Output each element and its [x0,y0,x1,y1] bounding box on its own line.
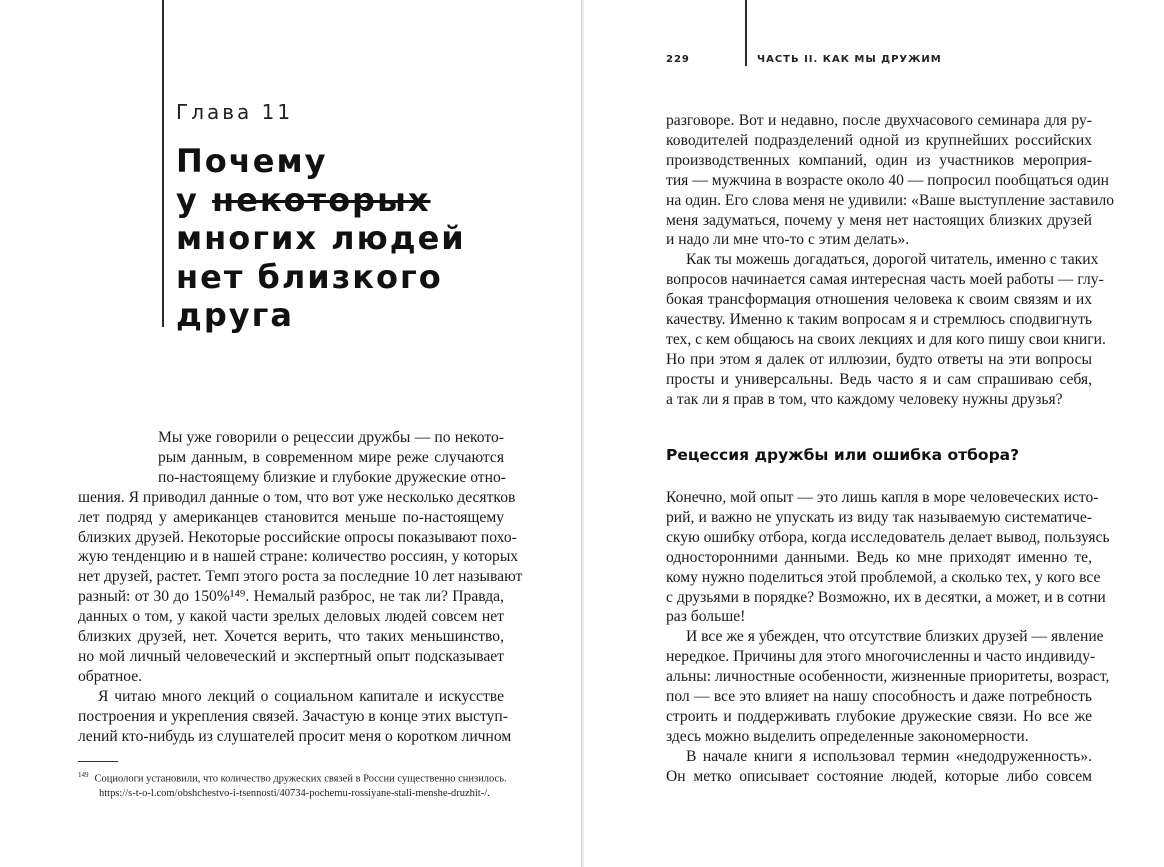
text-line: разговоре. Вот и недавно, после двухчасового семинара для ру- [666,112,1092,129]
text-line: И все же я убежден, что отсутствие близких друзей — явление [686,628,1104,646]
right-body-bottom [666,488,1110,787]
text-line: В начале книги я использовал термин «недодруженность». [686,747,1092,765]
text-line: здесь можно выделить определенные закономерности. [666,727,1029,745]
text-line: близких друзей. Некоторые российские опросы показывают похо- [78,528,517,546]
text-line: тия — мужчина в возрасте около 40 — попросил пообщаться один [666,171,1110,189]
text-line: жую тенденцию и в нашей стране: количество россиян, у которых [78,548,519,566]
text-line: по-настоящему близкие и глубокие дружеские отно- [158,468,506,486]
text-line: Но при этом я далек от иллюзии, будто ответы на эти вопросы [666,350,1092,368]
page-number: 229 [666,54,690,65]
text-line: раз больше! [666,608,746,626]
text-line: Конечно, мой опыт — это лишь капля в море человеческих исто- [666,489,1099,506]
text-line: шения. Я приводил данные о том, что вот уже несколько десятков [78,488,516,506]
footnote-url: https://s-t-o-l.com/obshchestvo-i-tsennosti/40734-pochemu-rossiyane-stali-menshe-druzhit-/. [99,787,490,799]
text-line: близких друзей, нет. Хочется верить, что таких меньшинство, [78,628,504,646]
text-line: Как ты можешь догадаться, дорогой читатель, именно с таких [686,251,1099,269]
text-line: с друзьями в порядке? Возможно, их в десятки, а может, и в сотни [666,588,1106,606]
title-struck-word: некоторых [212,180,431,219]
footnote [78,768,518,801]
text-line: Я читаю много лекций о социальном капитале и искусстве [98,687,504,705]
text-line: строить и поддерживать глубокие дружеские связи. Но все же [666,707,1092,725]
title-line: многих людей [176,219,466,257]
footnote-text: Социологи установили, что количество дружеских связей в России существенно снизилось. [94,773,507,785]
text-line: построения и укрепления связей. Зачастую в конце этих выступ- [78,707,508,725]
text-line: нет друзей, растет. Темп этого роста за последние 10 лет называют [78,568,523,586]
text-line: рым данным, в современном мире реже случаются [158,448,504,466]
text-line: ководителей подразделений одной из крупнейших российских [666,131,1092,149]
title-line [176,181,556,220]
text-line: разный: от 30 до 150%¹⁴⁹. Немалый разброс, не так ли? Правда, [78,588,504,606]
text-line: меня задуматься, почему у меня нет настоящих близких друзей [666,211,1092,229]
text-line: рий, и важно не упускать из виду так называемую систематиче- [666,508,1092,526]
title-prefix: у [176,180,212,219]
text-line: вопросов начинается самая интересная часть моей работы — глу- [666,271,1104,289]
header-vertical-rule [745,0,747,66]
text-line: альны: личностные особенности, жизненные приоритеты, возраст, [666,668,1110,686]
title-line: нет близкого [176,257,443,296]
text-line: скую ошибку отбора, когда исследователь делает вывод, пользуясь [666,528,1110,546]
footnote-rule [78,761,118,762]
text-line: производственных компаний, один из участников мероприя- [666,151,1092,169]
title-line: друга [176,296,294,334]
footnote-number: 149 [78,771,89,779]
chapter-label: Глава 11 [176,100,294,124]
text-line: данных о том, у какой части зрелых деловых людей совсем нет [78,608,504,626]
text-line: бокая трансформация отношения человека к своим связям и их [666,291,1092,309]
text-line: кому нужно поделиться этой проблемой, а сколько тех, у кого все [666,568,1101,586]
text-line: но мой личный человеческий и экспертный опыт подсказывает [78,647,504,665]
text-line: Мы уже говорили о рецессии дружбы — по некото- [158,429,504,446]
text-line: просты и универсальны. Ведь часто я и сам спрашиваю себя, [666,370,1092,388]
text-line: и надо ли мне что-то с этим делать». [666,231,910,249]
text-line: обратное. [78,667,143,685]
section-heading: Рецессия дружбы или ошибка отбора? [666,446,1020,464]
text-line: Он метко описывает состояние людей, которые либо совсем [666,767,1092,785]
left-body-text [78,428,523,747]
text-line: лет подряд у американцев становится меньше по-настоящему [78,508,504,526]
text-line: односторонними данными. Ведь ко мне приходят именно те, [666,548,1092,566]
running-head: ЧАСТЬ II. КАК МЫ ДРУЖИМ [757,54,942,65]
right-body-top [666,111,1115,410]
chapter-title [176,142,556,335]
title-line: Почему [176,142,328,180]
text-line: лений кто-нибудь из слушателей просит меня о коротком личном [78,727,512,745]
text-line: пол — все это влияет на нашу способность и даже потребность [666,688,1092,706]
text-line: а так ли я прав в том, что каждому человеку нужны друзья? [666,390,1063,408]
text-line: на один. Его слова меня не удивили: «Ваше выступление заставило [666,191,1115,209]
text-line: качеству. Именно к таким вопросам я и стремлюсь сподвигнуть [666,311,1092,329]
chapter-vertical-rule [162,0,164,327]
text-line: нередкое. Причины для этого многочисленны и часто индивиду- [666,648,1096,666]
text-line: тех, с кем общаюсь на своих лекциях и для кого пишу свои книги. [666,330,1106,348]
